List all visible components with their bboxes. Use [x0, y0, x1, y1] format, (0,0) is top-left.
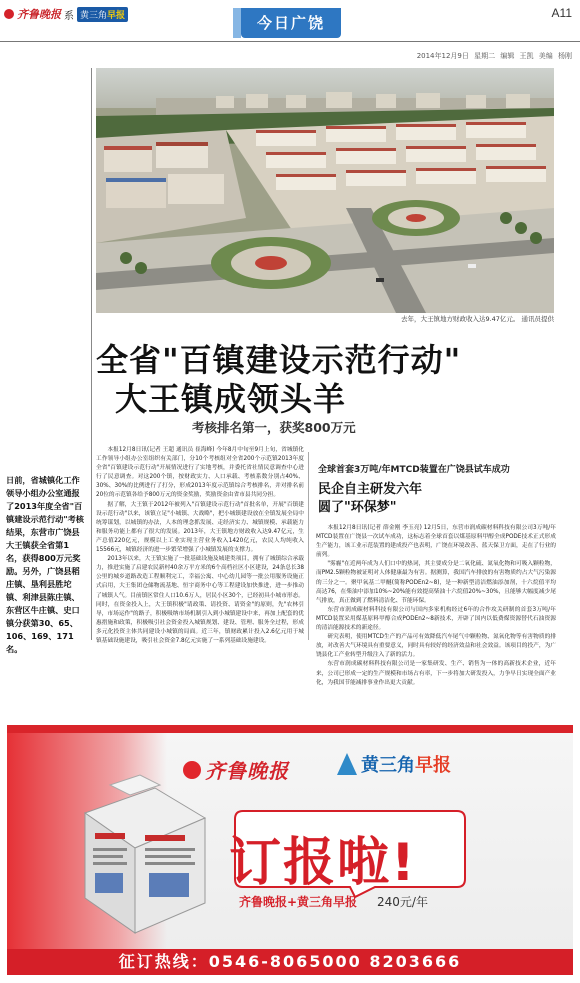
- article-paragraph: 本报12月8日讯(记者 薛金刚 李玉亮) 12月5日，东营市润成碳材料科技有限公司3万吨/年MTCD装置在广饶县一次试车成功，这标志着全球首套以煤基原料甲醇全成PODE技术正式形成生产能力，该工业示范装置的建成投产也表明，广饶在环境改善、蓝天保卫方面，走在了行业的前列。: [316, 525, 556, 559]
- ad-top-stripe: [7, 725, 573, 733]
- newspaper-cube-icon: [65, 773, 215, 943]
- aerial-photo-illustration: [96, 68, 554, 313]
- ad-brand-huangsanjiao: [337, 751, 451, 777]
- sun-logo-icon: [4, 9, 14, 19]
- ad-brand1-text: 齐鲁晚报: [205, 759, 289, 783]
- brand-sub-a: 黄三角: [80, 10, 108, 21]
- sun-logo-icon: [183, 761, 201, 779]
- ad-headline: 订报啦!: [229, 833, 417, 893]
- brand-sub-b: 早报: [107, 10, 126, 21]
- article-body-2: [316, 524, 556, 688]
- column-rule-2: [308, 452, 309, 640]
- column-rule: [91, 68, 92, 640]
- ad-publications: 齐鲁晚报+黄三角早报: [239, 895, 358, 909]
- article-paragraph: 2013年以来，大王镇实施了一批基础设施及城建类项目，拥有了城镇综合承载力，推进实施了启建农民新村40余万平方米的6个高档社区小区建设，24条总长38公里的城乡道路改造工程顺利完工，幸福公寓、中心幼儿园等一批公用服务设施正式启用，大王集团仓储物流基地、恒宇商务中心等工程建设加快推进，进一步推动了城镇人气。目前镇区常住人口10.6万人，居民小区30个，已经初具小城市形态。同时，在资金投入上，大王镇积极"请政策、请投资、请资金"的原则，先"农林引导，市场运作"的路子，积极吸纳市场机制引入到小城镇建设中来，再加上配套的优惠措施和政策，积极吸引社会资金投入城镇规划、建设、管理、服务全过程，形成多元化投资主体共同建设小城镇的局面。近三年，镇财政累计投入2.6亿元用于城镇基础设施建设，吸引社会资金7.8亿元实施了一系列基础设施建设。: [96, 556, 304, 644]
- ad-price: 240元/年: [377, 895, 428, 909]
- aerial-town-photo: [96, 68, 554, 313]
- article-paragraph: 东营市润成碳材料科技有限公司是一家集研发、生产、销售为一体的高新技术企业，近年来，公司已形成一定的生产规模和市场占有率，下一步将加大研发投入，力争早日实现全面产业化，为我国节能减排事业作出更大贡献。: [316, 661, 556, 686]
- article-body-1: [96, 446, 304, 646]
- ad-hotline: 征订热线：0546-8065000 8203666: [7, 949, 573, 975]
- main-subheadline: 考核排名第一，获奖800万元: [192, 420, 356, 435]
- article2-headline-line1: 民企自主研发六年: [318, 482, 423, 497]
- dateline: 2014年12月9日 星期二 编辑 王凯 美编 杨刚: [416, 52, 572, 60]
- ad-brand2-b: 早报: [415, 755, 451, 776]
- article-paragraph: "雾霾"在近两年成为人们口中的热词，其主要成分是二氧化硫、氮氧化物和可吸入颗粒物，而PM2.5颗粒物被证明对人体健康最为有害。据测算，我国汽车排放的有害物质约占大气污染源的三分之一。聚甲氧基二甲醚(简称PODEn2~8)，是一种新型清洁燃油添加剂，十六烷值平均高达76，在柴油中添加10%~20%能有效提高柴油十六烷值20%~30%，且能够大幅度减少尾气排放，真正做到了燃料清洁化、节能环保。: [316, 561, 556, 604]
- article-paragraph: 东营市润成碳材料科技有限公司与国内多家机构经过6年的合作攻关研制的首套3万吨/年MTCD装置采用煤基原料甲醇合成PODEn2~8新技术，开辟了国内以低费煤资源替代石油资源的清洁能源技术的新途径。: [316, 606, 556, 632]
- article-paragraph: 研究表明，使用MTCD生产的产品可有效降低汽车尾气中颗粒物、氮氧化物等有害物质的排放，对改善大气环境具有重要意义，同时具有较好的经济效益和社会效益。该项目的投产，为广饶县化工产业转型升级注入了新的活力。: [316, 634, 556, 659]
- brand-sub: [77, 7, 128, 22]
- article-paragraph: 据了解，大王镇于2012年被列入"百镇建设示范行动"首批名单，开展"百镇建设示范行动"以来，该镇立足"小城镇、大战略"，把小城镇建设放在全镇发展全局中统筹谋划，以城镇的办法，人本的理念抓发展、走经济实力、城镇规模、承载能力和服务功能上都有了很大的发展。2013年，大王镇地方财政收入达9.47亿元，生产总值220亿元，规模以上工业实现主营业务收入1420亿元，农民人均纯收入15566元，城镇经济的进一步繁荣增强了小城镇发展的支撑力。: [96, 501, 304, 554]
- photo-caption: 去年，大王镇地方财政收入达9.47亿元。 通讯员提供: [400, 315, 554, 323]
- ad-brand-qilu: [183, 755, 289, 784]
- brand-xi: 系: [64, 10, 74, 22]
- masthead-brand: [4, 6, 128, 22]
- ad-brand2-a: 黄三角: [361, 755, 415, 776]
- article2-kicker: 全球首套3万吨/年MTCD装置在广饶县试车成功: [318, 465, 510, 475]
- summary-column: 日前，省城镇化工作领导小组办公室通报了2013年度全省"百镇建设示范行动"考核结果，东营市广饶县大王镇获全省第1名，获得800万元奖励。另外，广饶县稻庄镇、垦利县胜坨镇、利津县陈庄镇、东营区牛庄镇、史口镇分获第30、65、106、169、171名。: [6, 475, 84, 654]
- ad-brand2-text: [361, 751, 451, 777]
- page-number: A11: [551, 6, 572, 20]
- header-rule: [0, 41, 580, 42]
- brand-name: 齐鲁晚报: [17, 8, 61, 21]
- article2-headline-line2: 圆了"环保梦": [318, 500, 397, 515]
- triangle-logo-icon: [337, 753, 357, 775]
- main-headline-line2: 大王镇成领头羊: [115, 380, 347, 418]
- subscription-ad: [7, 725, 573, 975]
- section-title: 今日广饶: [241, 8, 341, 38]
- main-headline-line1: 全省"百镇建设示范行动": [96, 341, 462, 379]
- page-header: [0, 0, 580, 60]
- article-paragraph: 本报12月8日讯(记者 王超 通讯员 崔海峰) 今年8月中旬至9月上旬，省城镇化工作领导小组办公室组织有关部门，分10个考核组对全省200个示范镇2013年度全省"百镇建设示范行动"开展情况进行了实地考核，并委托省社情民意调查中心进行了民意调查。对这200个镇，按财政实力、人口承载、考核系数分别占40%、30%、30%的比例进行了打分，形成2013年度示范镇综合考核排名，并对排名前20位的示范镇各给予800万元的资金奖励，奖励资金由省市县共同分担。: [96, 447, 304, 499]
